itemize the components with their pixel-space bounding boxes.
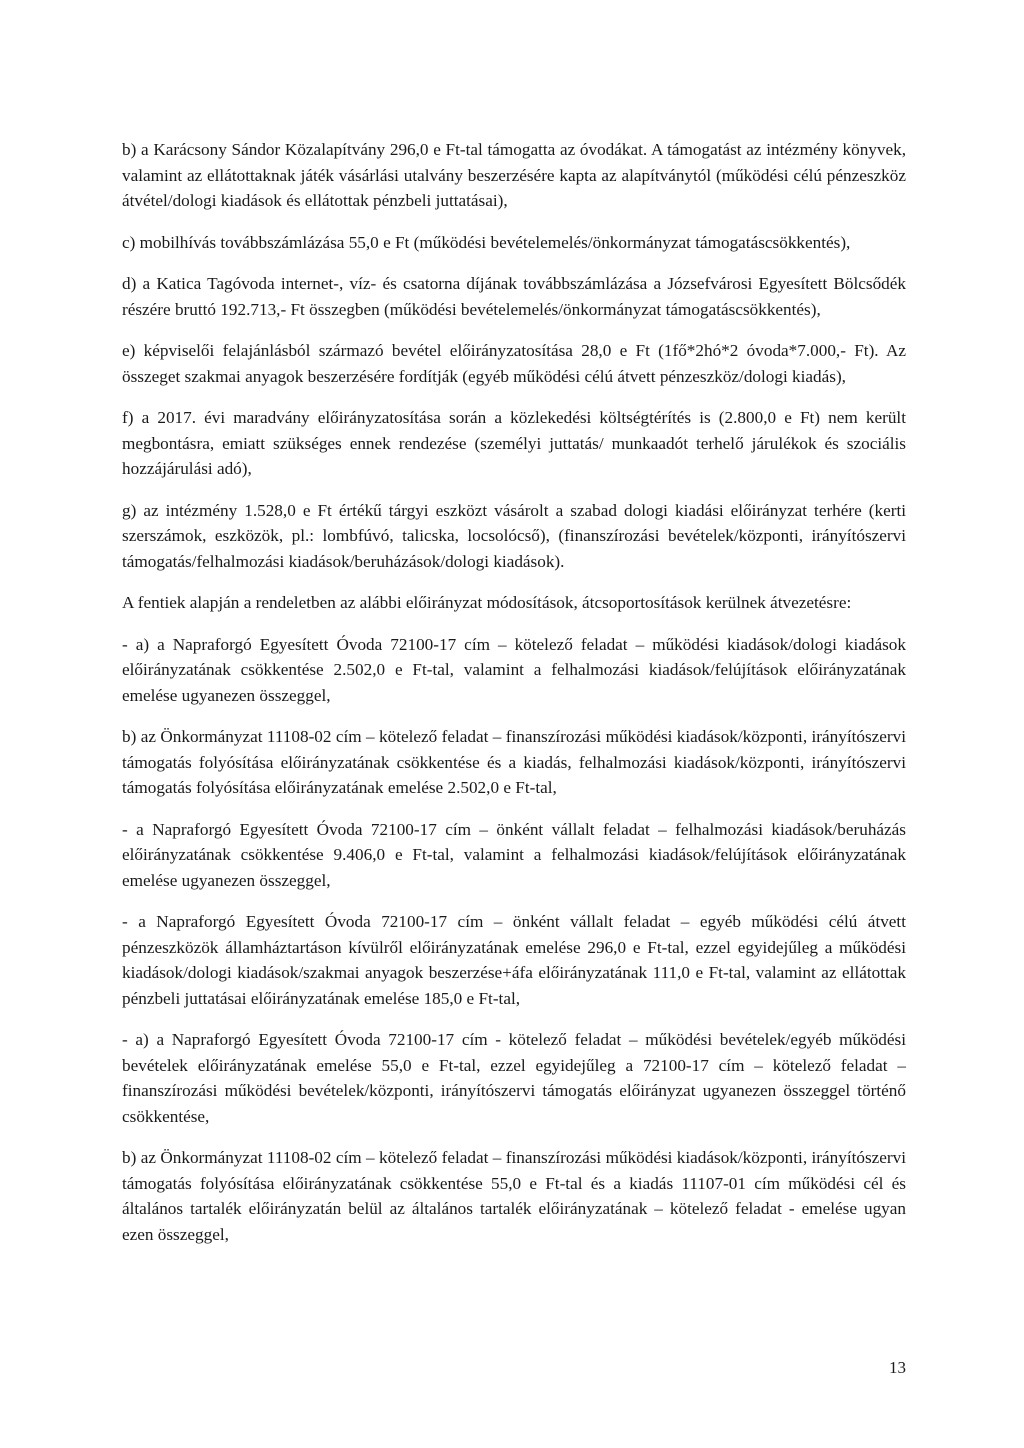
paragraph-f-maradvany: f) a 2017. évi maradvány előirányzatosítása során a közlekedési költségtérítés is (2.800,0 e Ft) nem került megbontásra, emiatt szükséges ennek rendezése (személyi juttatás/ munkaadót terhelő járulékok és szociális hozzájárulási adó), [122,408,906,478]
paragraph-d-katica: d) a Katica Tagóvoda internet-, víz- és csatorna díjának továbbszámlázása a Józsefvárosi Egyesített Bölcsődék részére bruttó 192.713,- Ft összegben (működési bevételemelés/önkormányzat támogatáscsökkentés), [122,274,906,319]
paragraph-g-eszkoz: g) az intézmény 1.528,0 e Ft értékű tárgyi eszközt vásárolt a szabad dologi kiadási előirányzat terhére (kerti szerszámok, eszközök, pl.: lombfúvó, talicska, locsolócső), (finanszírozási bevételek/központi, irányítószervi támogatás/felhalmozási kiadások/beruházások/dologi kiadások). [122,500,906,571]
paragraph-item-penzeszkoz: - a Napraforgó Egyesített Óvoda 72100-17 cím – önként vállalt feladat – egyéb működési célú átvett pénzeszközök államháztartáson kívülről előirányzatának emelése 296,0 e Ft-tal, ezzel egyidejűleg a működési kiadások/dologi kiadások/szakmai anyagok beszerzése+áfa előirányzatának 111,0 e Ft-tal, valamint az ellátottak pénzbeli juttatásai előirányzatának emelése 185,0 e Ft-tal, [122,912,906,1008]
paragraph-item-b-tartalek: b) az Önkormányzat 11108-02 cím – kötelező feladat – finanszírozási működési kiadások/központi, irányítószervi támogatás folyósítása előirányzatának csökkentése 55,0 e Ft-tal és a kiadás 11107-01 cím működési cél és általános tartalék előirányzatán belül az általános tartalék előirányzatának – kötelező feladat - emelése ugyan ezen összeggel, [122,1148,906,1244]
paragraph-item-b-onkormanyzat: b) az Önkormányzat 11108-02 cím – kötelező feladat – finanszírozási működési kiadások/központi, irányítószervi támogatás folyósítása előirányzatának csökkentése és a kiadás, felhalmozási kiadások/központi, irányítószervi támogatás folyósítása előirányzatának emelése 2.502,0 e Ft-tal, [122,727,906,797]
paragraph-item-a-bevetelek: - a) a Napraforgó Egyesített Óvoda 72100-17 cím - kötelező feladat – működési bevételek/egyéb működési bevételek előirányzatának emelése 55,0 e Ft-tal, ezzel egyidejűleg a 72100-17 cím – kötelező feladat – finanszírozási működési bevételek/központi, irányítószervi támogatás előirányzat ugyanezen összeggel történő csökkentése, [122,1030,906,1126]
paragraph-item-a-dologi: - a) a Napraforgó Egyesített Óvoda 72100-17 cím – kötelező feladat – működési kiadások/dologi kiadások előirányzatának csökkentése 2.502,0 e Ft-tal, valamint a felhalmozási kiadások/felújítások előirányzatának emelése ugyanezen összeggel, [122,634,906,705]
paragraph-item-beruhazas: - a Napraforgó Egyesített Óvoda 72100-17 cím – önként vállalt feladat – felhalmozási kiadások/beruházás előirányzatának csökkentése 9.406,0 e Ft-tal, valamint a felhalmozási kiadások/felújítások előirányzatának emelése ugyanezen összeggel, [122,819,906,890]
document-page [122,137,906,1263]
paragraph-c-mobilhivas: c) mobilhívás továbbszámlázása 55,0 e Ft (működési bevételemelés/önkormányzat támogatáscsökkentés), [122,232,851,252]
paragraph-e-kepviseloi: e) képviselői felajánlásból származó bevétel előirányzatosítása 28,0 e Ft (1fő*2hó*2 óvoda*7.000,- Ft). Az összeget szakmai anyagok beszerzésére fordítják (egyéb működési célú átvett pénzeszköz/dologi kiadás), [122,341,906,386]
page-number: 13 [889,1358,906,1377]
paragraph-summary-intro: A fentiek alapján a rendeletben az alábbi előirányzat módosítások, átcsoportosítások kerülnek átvezetésre: [122,593,852,612]
paragraph-b-karacsony: b) a Karácsony Sándor Közalapítvány 296,0 e Ft-tal támogatta az óvodákat. A támogatást az intézmény könyvek, valamint az ellátottaknak játék vásárlási utalvány beszerzésére kapta az alapítványtól (működési célú pénzeszköz átvétel/dologi kiadások és ellátottak pénzbeli juttatásai), [122,140,906,210]
